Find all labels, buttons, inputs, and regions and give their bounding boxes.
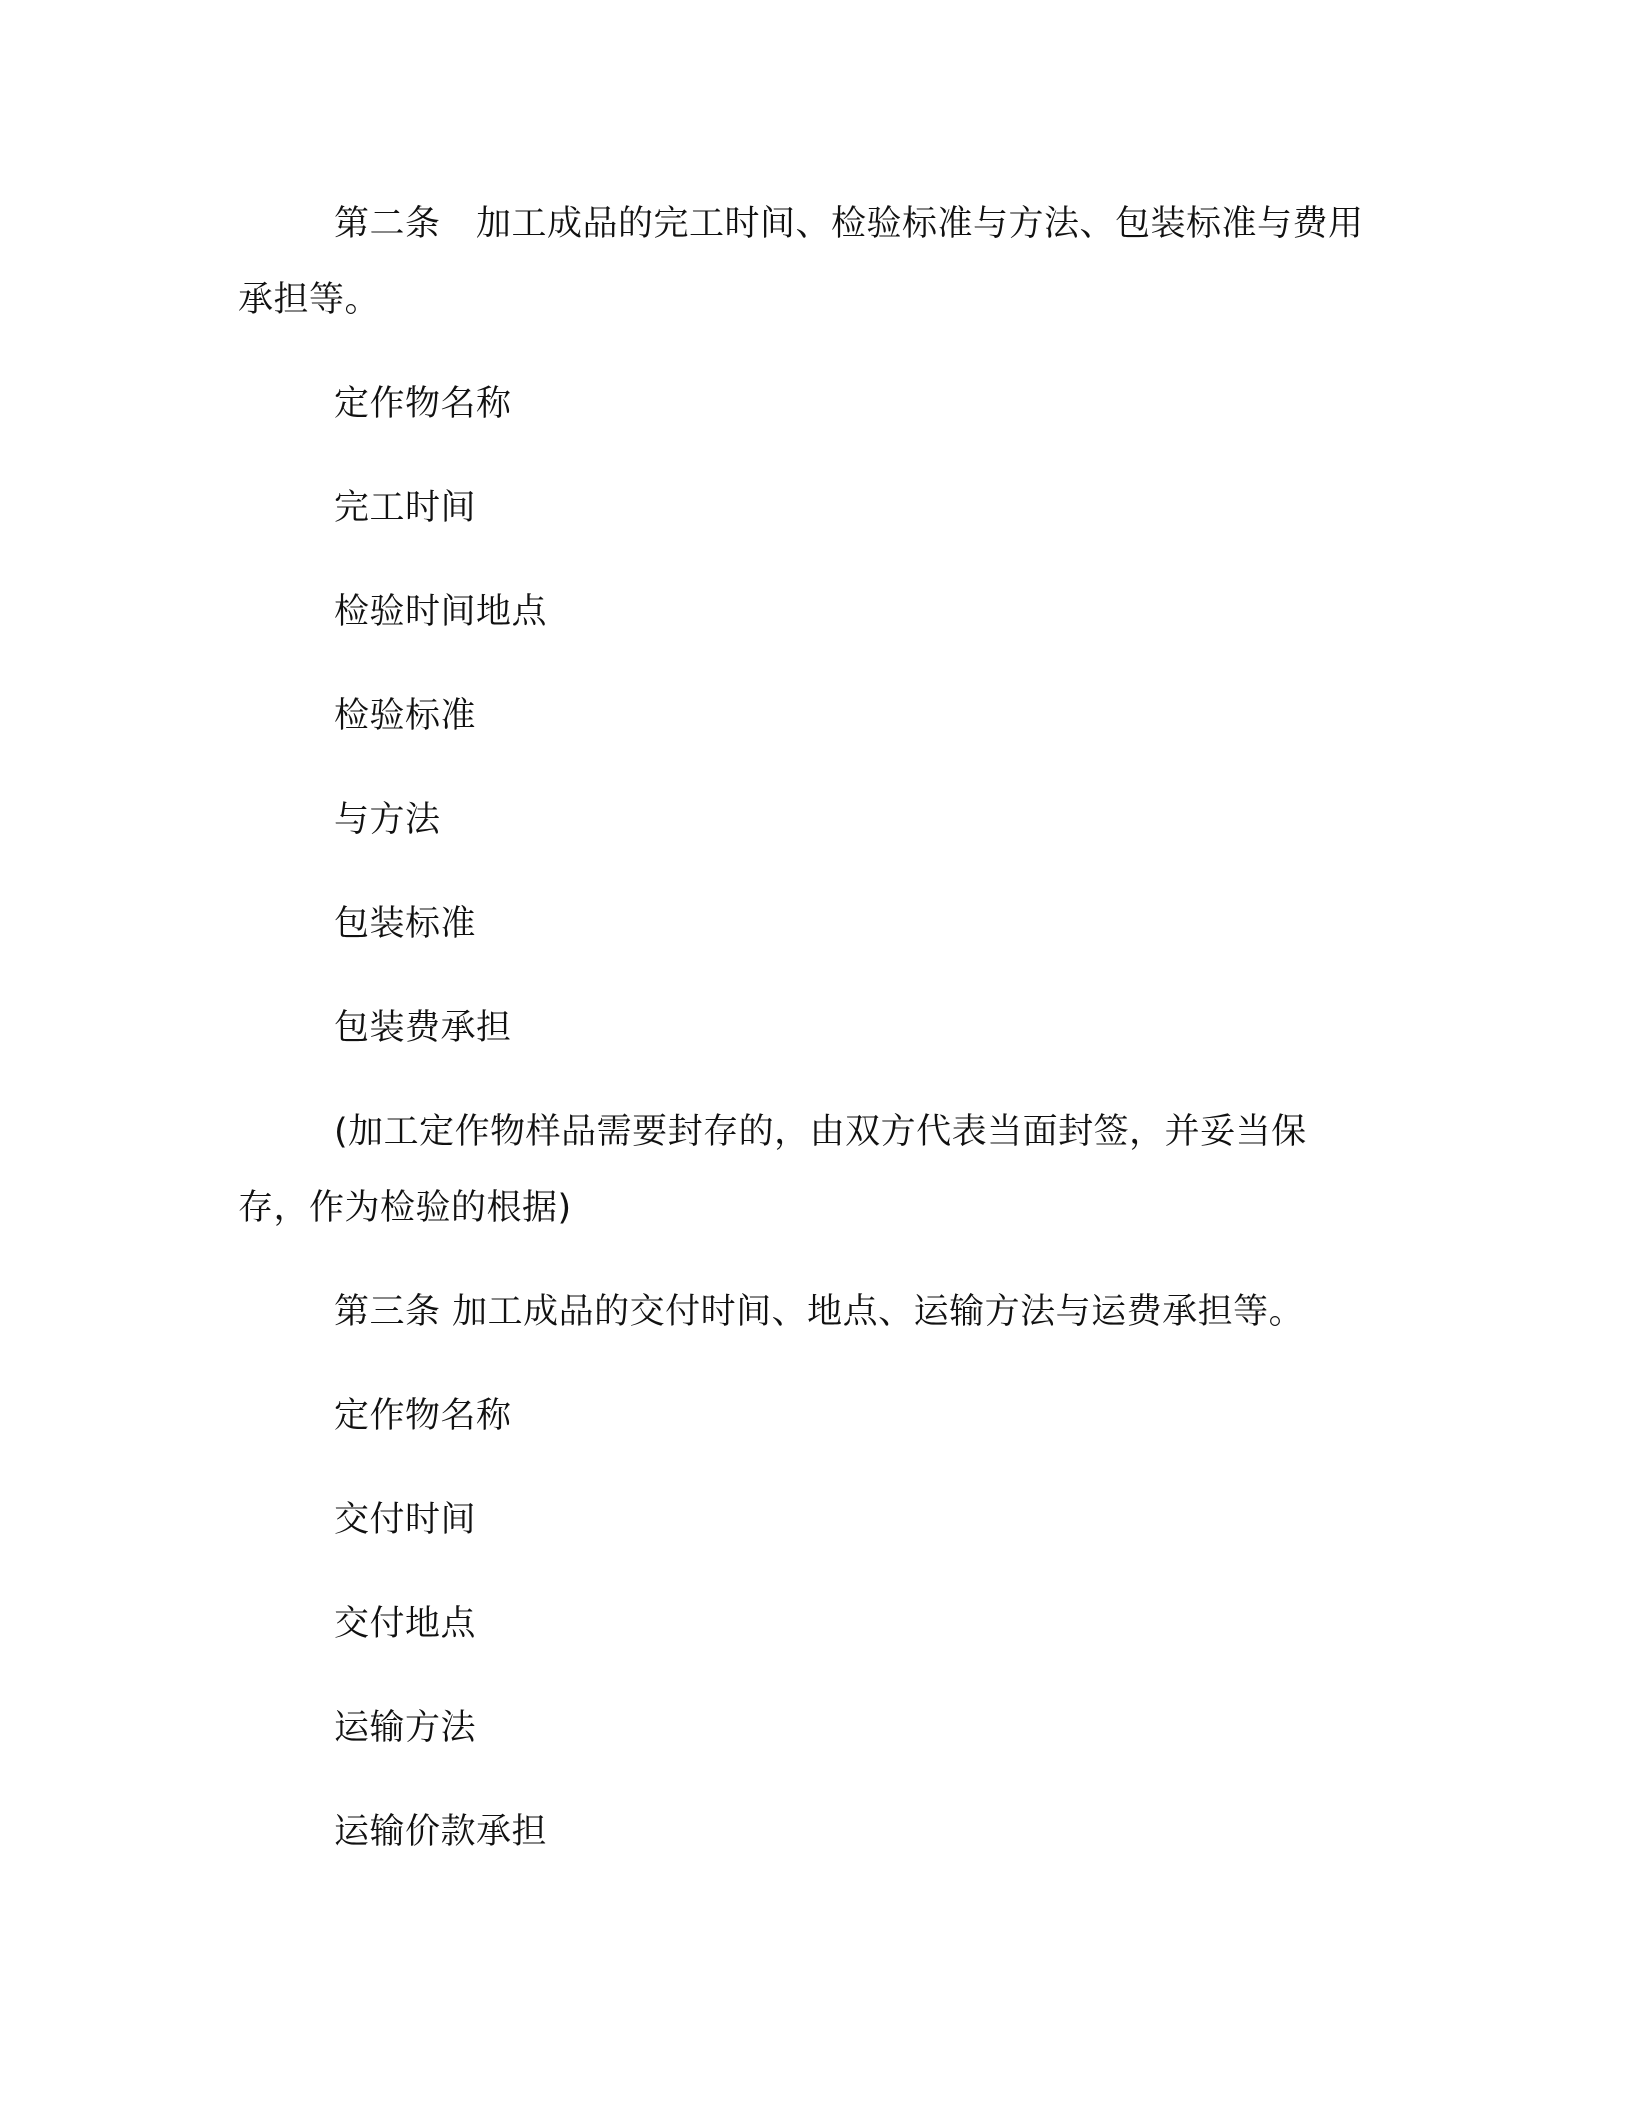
article-2-item-packaging-cost: 包装费承担: [334, 1008, 512, 1048]
article-3-item-delivery-place: 交付地点: [334, 1604, 477, 1644]
article-2-item-packaging-standard: 包装标准: [334, 904, 477, 944]
article-2-note: (加工定作物样品需要封存的，由双方代表当面封签，并妥当保存，作为检验的根据): [238, 1112, 1307, 1228]
article-3-item-delivery-time: 交付时间: [334, 1500, 477, 1540]
article-3-item-transport-cost: 运输价款承担: [334, 1812, 548, 1852]
article-2-heading: 第二条 加工成品的完工时间、检验标准与方法、包装标准与费用承担等。: [238, 204, 1364, 320]
article-2-item-completion-time: 完工时间: [334, 488, 477, 528]
article-3-heading: 第三条 加工成品的交付时间、地点、运输方法与运费承担等。: [334, 1292, 1305, 1332]
document-body: [238, 186, 1373, 1898]
article-3-item-transport-method: 运输方法: [334, 1708, 477, 1748]
article-2-item-and-method: 与方法: [334, 800, 441, 840]
article-3-item-product-name: 定作物名称: [334, 1396, 512, 1436]
article-2-item-inspection-standard: 检验标准: [334, 696, 477, 736]
article-2-item-product-name: 定作物名称: [334, 384, 512, 424]
article-2-item-inspection-time-place: 检验时间地点: [334, 592, 548, 632]
